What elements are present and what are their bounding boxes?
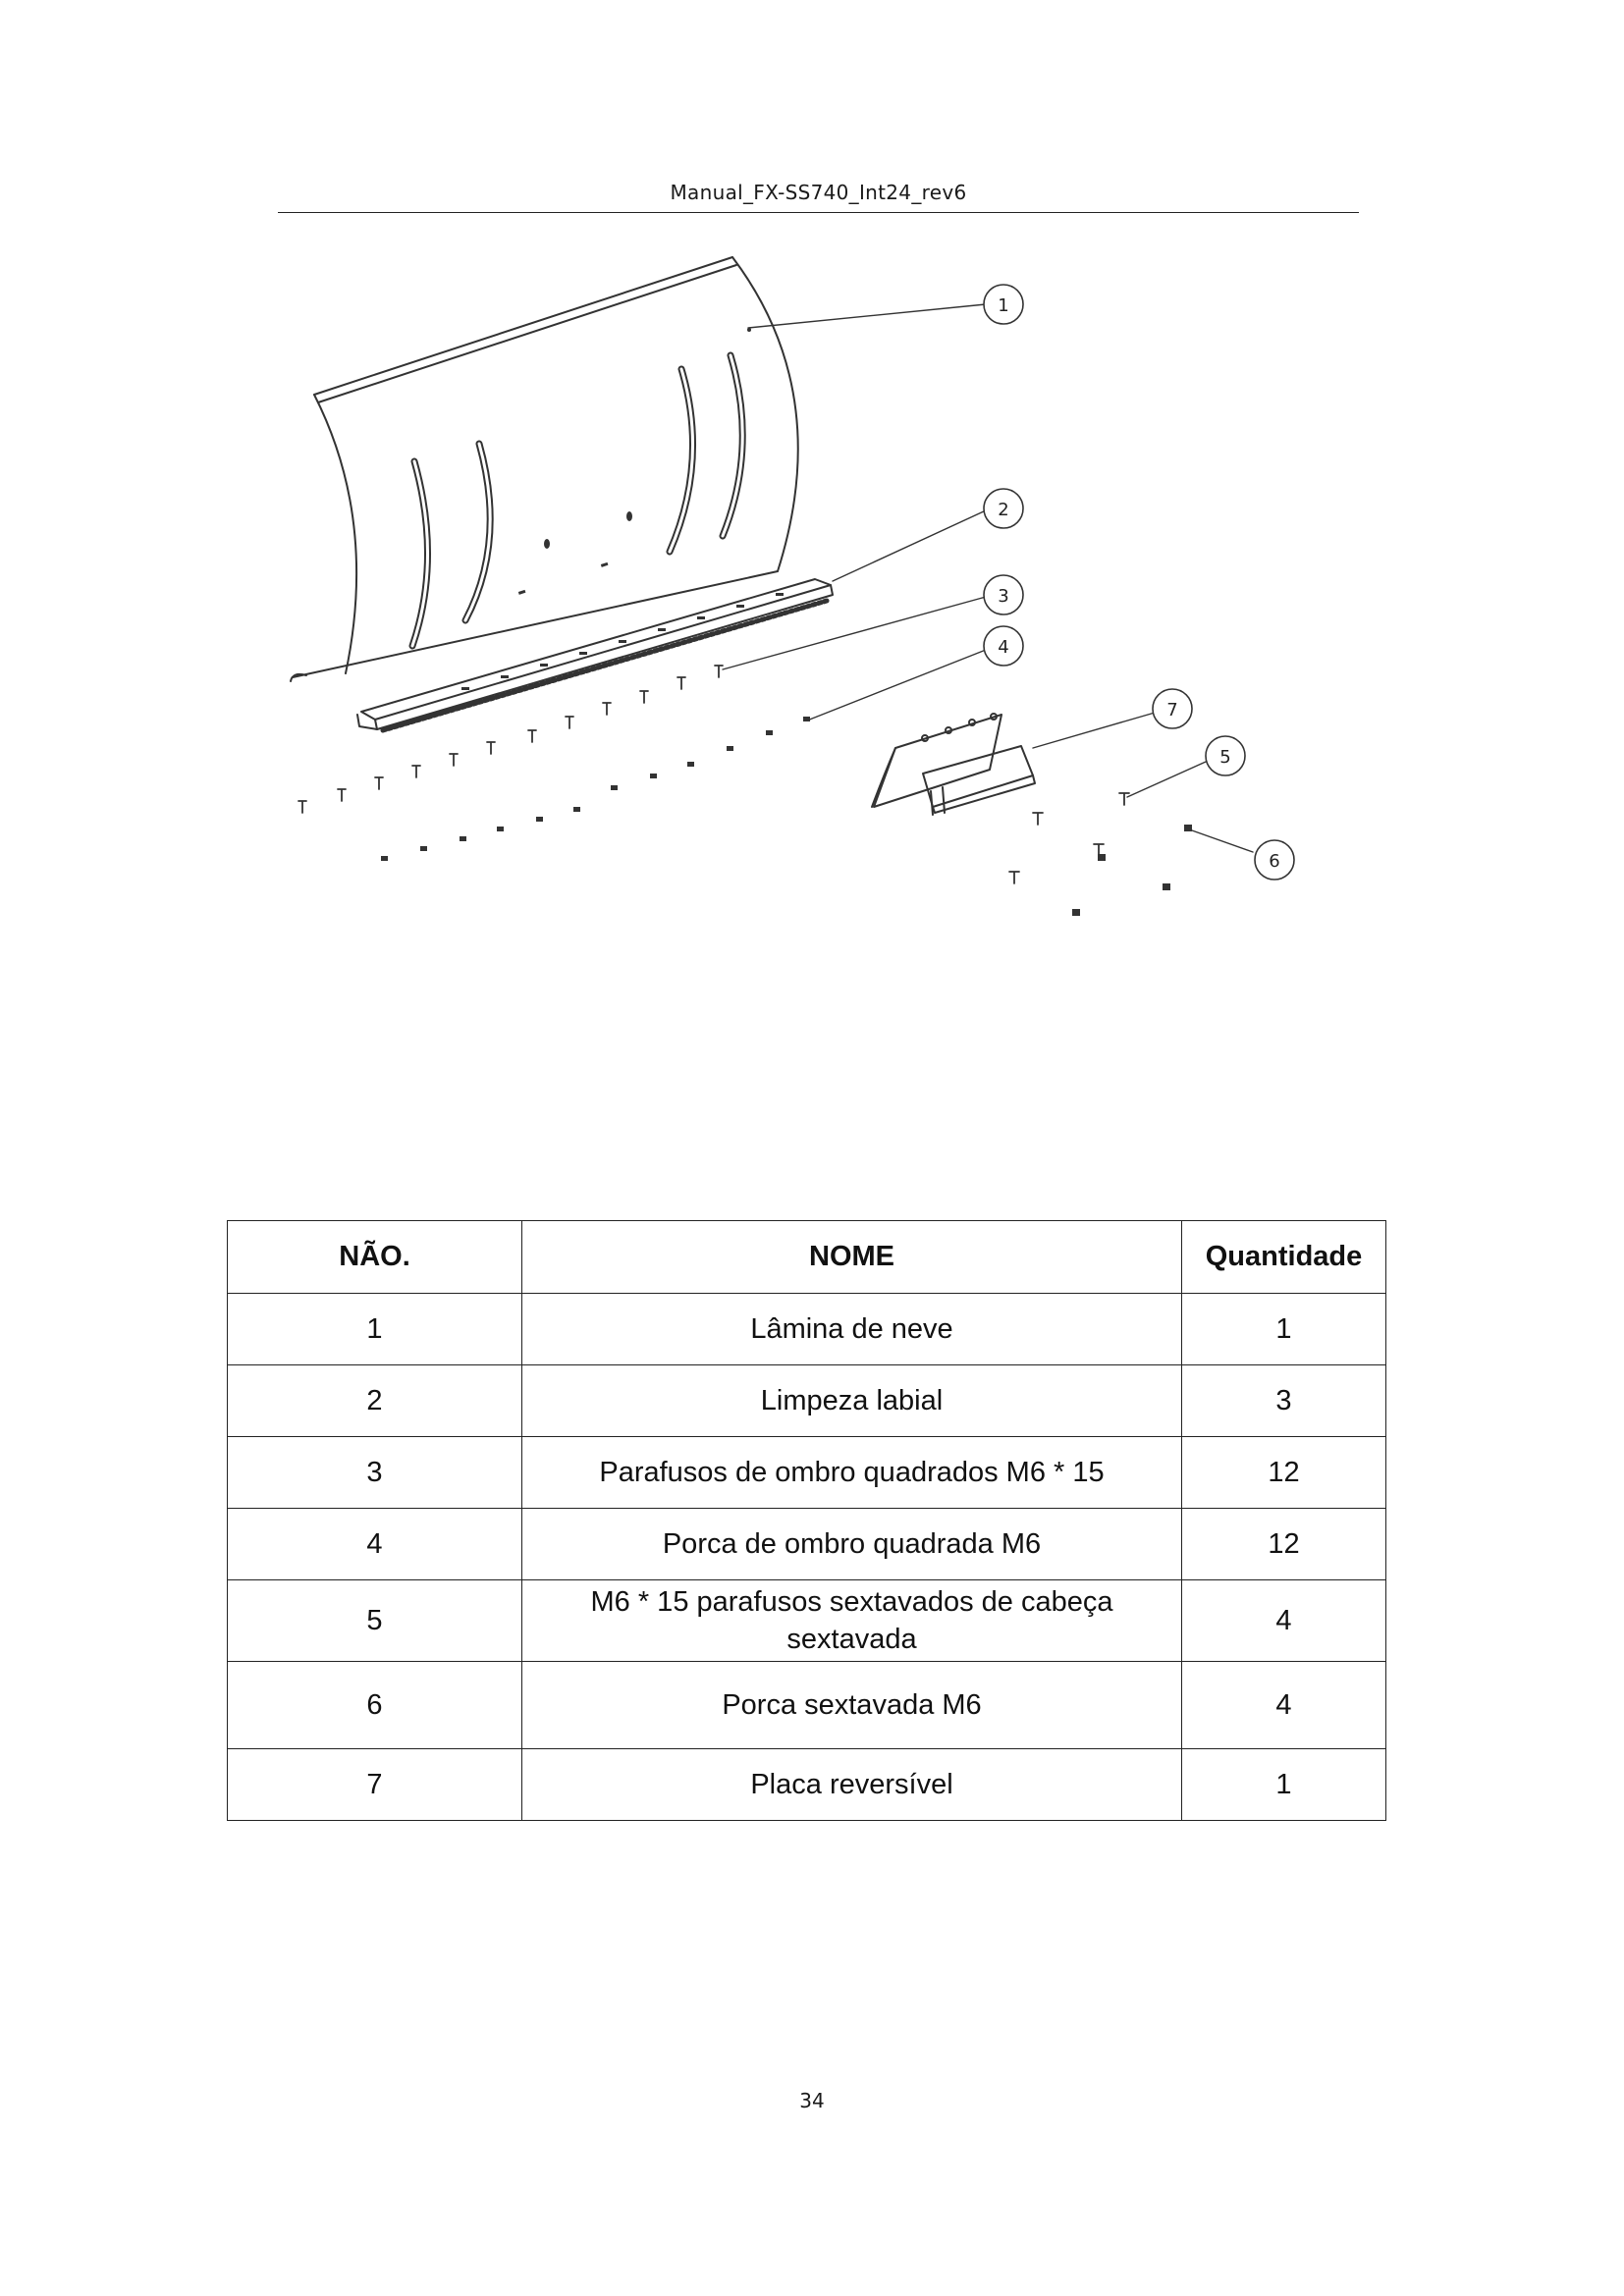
cell-name: Limpeza labial [522, 1365, 1182, 1437]
cell-name: Parafusos de ombro quadrados M6 * 15 [522, 1437, 1182, 1509]
cell-name: M6 * 15 parafusos sextavados de cabeça sextavada [522, 1580, 1182, 1662]
hex-bolts-drawing [1009, 793, 1129, 883]
callout-2 [984, 489, 1023, 528]
callout-3 [984, 575, 1023, 614]
cell-qty: 1 [1182, 1294, 1386, 1365]
callout-1 [984, 285, 1023, 324]
svg-text:2: 2 [998, 500, 1009, 520]
reversible-plate-drawing [872, 714, 1035, 815]
table-row [228, 1509, 1386, 1580]
table-row [228, 1662, 1386, 1749]
table-header-row [228, 1221, 1386, 1294]
table-row [228, 1294, 1386, 1365]
callout-5 [1206, 736, 1245, 775]
svg-text:5: 5 [1219, 747, 1231, 768]
column-header-quantity: Quantidade [1182, 1221, 1386, 1294]
hex-nuts-drawing [1072, 825, 1192, 916]
document-title: Manual_FX-SS740_Int24_rev6 [670, 181, 967, 204]
cell-no: 1 [228, 1294, 522, 1365]
cell-no: 2 [228, 1365, 522, 1437]
cell-no: 5 [228, 1580, 522, 1662]
cell-qty: 4 [1182, 1580, 1386, 1662]
svg-text:1: 1 [998, 295, 1009, 316]
column-header-name: NOME [522, 1221, 1182, 1294]
cell-qty: 3 [1182, 1365, 1386, 1437]
cell-qty: 4 [1182, 1662, 1386, 1749]
svg-text:7: 7 [1166, 700, 1178, 721]
cell-qty: 12 [1182, 1437, 1386, 1509]
cell-name: Porca sextavada M6 [522, 1662, 1182, 1749]
lip-wiper-drawing [357, 579, 833, 730]
cell-no: 4 [228, 1509, 522, 1580]
cell-qty: 1 [1182, 1749, 1386, 1821]
table-row [228, 1437, 1386, 1509]
svg-text:6: 6 [1269, 851, 1280, 872]
table-row [228, 1749, 1386, 1821]
cell-no: 7 [228, 1749, 522, 1821]
column-header-no: NÃO. [228, 1221, 522, 1294]
parts-table [227, 1220, 1386, 1821]
square-nuts-drawing [381, 717, 810, 861]
carriage-bolts-drawing [298, 666, 723, 813]
cell-qty: 12 [1182, 1509, 1386, 1580]
cell-no: 6 [228, 1662, 522, 1749]
page-number: 34 [799, 2089, 825, 2112]
svg-text:3: 3 [998, 586, 1009, 607]
cell-name: Lâmina de neve [522, 1294, 1182, 1365]
exploded-parts-diagram [0, 0, 1624, 982]
cell-name: Placa reversível [522, 1749, 1182, 1821]
svg-text:4: 4 [998, 637, 1009, 658]
cell-name: Porca de ombro quadrada M6 [522, 1509, 1182, 1580]
callout-6 [1255, 840, 1294, 880]
table-row [228, 1365, 1386, 1437]
callout-balloons [984, 285, 1294, 880]
table-row [228, 1580, 1386, 1662]
cell-no: 3 [228, 1437, 522, 1509]
callout-4 [984, 626, 1023, 666]
callout-7 [1153, 689, 1192, 728]
